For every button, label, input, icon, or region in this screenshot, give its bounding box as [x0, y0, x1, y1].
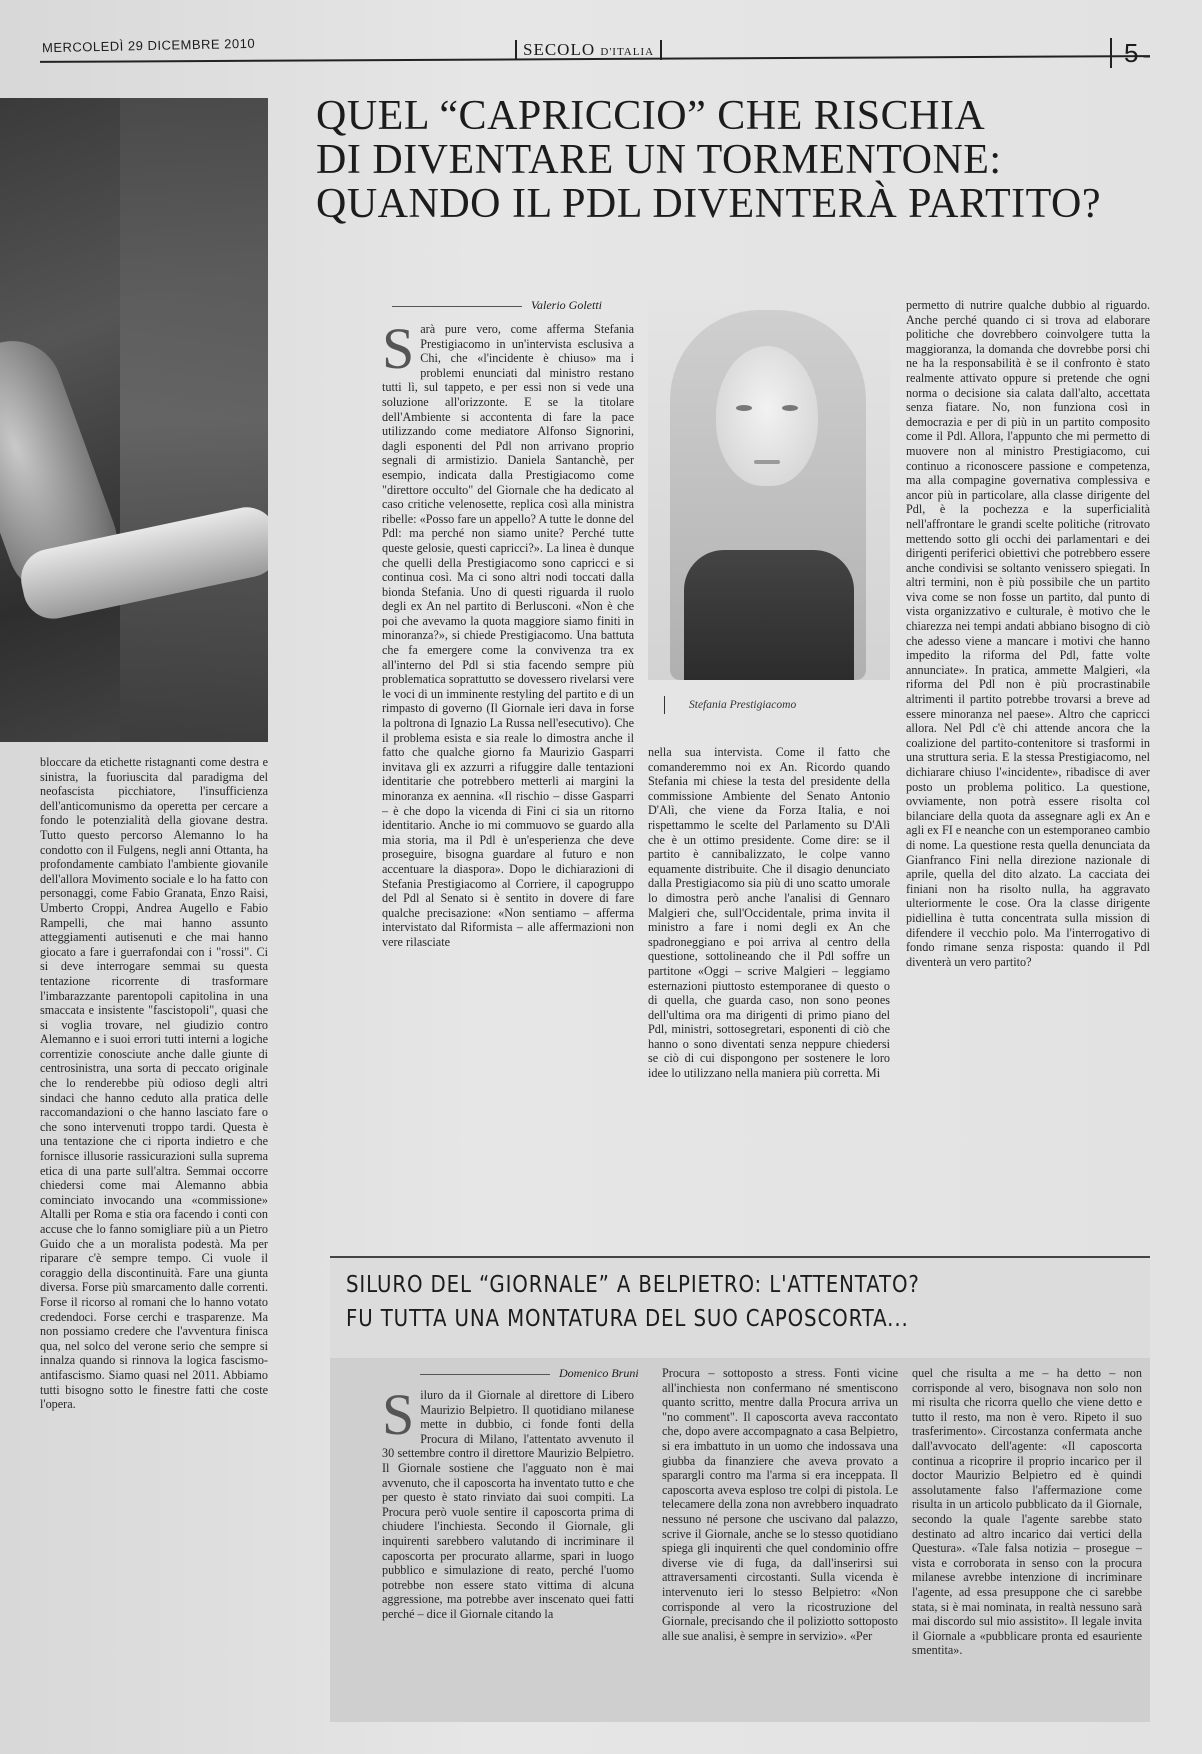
main-byline [392, 298, 602, 313]
issue-date: MERCOLEDÌ 29 DICEMBRE 2010 [41, 35, 256, 56]
main-column-2-text: nella sua intervista. Come il fatto che comanderemmo noi ex An. Ricordo quando Stefania mi chiese la testa del presidente della commissione Ambiente del Senato Antonio D'Alì, che viene da Forza Italia, e noi rispettammo le scelte del Parlamento su D'Alì che è un ottimo presidente. Come dire: se il partito è cannibalizzato, le colpe vanno equamente distribuite. Che il disagio denunciato dalla Prestigiacomo sia più di uno scatto umorale lo dimostra però anche l'analisi di Gennaro Malgieri che, sull'Occidentale, prima invita il ministro a fare i nomi degli ex An che spadroneggiano e poi arriva al centro della questione, sottolineando che il Pdl soffre un partitone «Oggi – scrive Malgieri – leggiamo esternazioni piuttosto estemporanee di questo o di quella, che guarda caso, non sono peones dell'ultima ora ma dirigenti di primo piano del Pdl, ministri, sottosegretari, esponenti di ciò che hanno o sono diventati senza neppure chiedersi se ciò di cui dispongono per sostenere le loro idee lo utilizzano nella maniera più corretta. Mi [648, 745, 890, 1081]
second-title-line-1: SILURO DEL “GIORNALE” A BELPIETRO: L'ATTENTATO? [346, 1272, 920, 1298]
portrait-body [684, 550, 854, 680]
main-dropcap: S [382, 322, 415, 381]
second-article-title [346, 1268, 1034, 1336]
second-byline-text: Domenico Bruni [559, 1366, 639, 1380]
portrait-eye-right [782, 405, 798, 411]
portrait-face [716, 346, 818, 486]
second-column-2-text: Procura – sottoposto a stress. Fonti vicine all'inchiesta non confermano né smentiscono quanto scritto, mentre dalla Procura arriva un "no comment". Il caposcorta aveva raccontato che, dopo avere accompagnato a casa Belpietro, si era imbattuto in un uomo che indossava una giubba da finanziere che aveva provato a sparargli contro ma l'arma si era inceppata. Il caposcorta aveva esploso tre colpi di pistola. Le telecamere della zona non avrebbero inquadrato nessuno né persone che uscivano dal palazzo, scrive il Giornale, anche se lo stesso quotidiano spiega gli inquirenti che quel condominio offre diverse vie di fuga, da dall'inserirsi sui attraversamenti circostanti. Sulla vicenda è intervenuto ieri lo stesso Belpietro: «Non corrisponde al vero la ricostruzione del Giornale, precisando che il poliziotto sottoposto alle sue analisi, è sempre in servizio». «Per [662, 1366, 898, 1643]
headline-line-1: QUEL “CAPRICCIO” CHE RISCHIA [316, 93, 986, 139]
headline-line-2: DI DIVENTARE UN TORMENTONE: [316, 137, 1002, 183]
second-column-1-text [382, 1388, 634, 1622]
portrait-photo [648, 300, 890, 680]
second-byline [420, 1366, 639, 1381]
main-headline [316, 94, 1176, 226]
left-column-text: bloccare da etichette ristagnanti come destra e sinistra, la fuoriuscita dal paradigma del neofascista picchiatore, l'insufficienza dell'anticomunismo da operetta per cercare a fondo le potenzialità della giovane destra. Tutto questo percorso Alemanno lo ha condotto con il Fulgens, negli anni Ottanta, ha profondamente cambiato l'ambiente giovanile dell'allora Movimento sociale e lo ha fatto con personaggi, come Fabio Granata, Enzo Raisi, Umberto Croppi, Andrea Augello e Fabio Rampelli, che mai hanno assunto atteggiamenti autisenuti e che mai hanno giocato a fare i guerrafondai con i "rossi". Ci si deve interrogare semmai su questa tentazione ricorrente di trasformare l'imbarazzante parentopoli capitolina in una smaccata e insistente "fascistopoli", quasi che si voglia trovare, nel giudizio contro Alemanno e i suoi errori tutti interni a logiche correntizie conosciute anche dalle giunte di centrosinistra, una sorta di peccato originale che lo renderebbe più odioso degli altri sindaci che hanno ceduto alla pratica delle raccomandazioni o che hanno lasciato fare o che sono intervenuti troppo tardi. Questa è una tentazione che ci riporta indietro e che fornisce illusorie rassicurazioni sulla suprema etica di una parte sull'altra. Semmai occorre chiedersi come mai Alemanno abbia cominciato invocando una «commissione» Altalli per Roma e stia ora facendo i conti con accuse che lo fanno somigliare più a un Pietro Guido che a un moralista podestà. Ma per riparare c'è sempre tempo. Ci vuole il coraggio della discontinuità. Fare una giunta diversa. Forse più smarcamento dalle correnti. Forse il ricorso al romani che lo hanno votato credendoci. Forse cerchi e trasparenze. Ma non possiamo credere che l'avventura finisca qua, nel solco del verone serio che sempre si innalza quando si rinnova la logica fascismo-antifascismo. Siamo quasi nel 2011. Abbiamo tutti bisogno sotto le finestre fatti che coste l'opera. [40, 755, 268, 1412]
photo-background [120, 98, 268, 742]
main-column-2 [648, 745, 890, 1245]
page-number: 5 [1110, 38, 1138, 68]
second-column-1 [382, 1388, 634, 1718]
main-byline-text: Valerio Goletti [531, 298, 602, 312]
portrait-caption: Stefania Prestigiacomo [664, 696, 796, 714]
main-column-3-text: permetto di nutrire qualche dubbio al riguardo. Anche perché quando ci si trova ad elaborare politiche che dovrebbero coinvolgere tutta la maggioranza, la domanda che dovrebbe porsi chi ne ha la responsabilità è se il confronto è stato realmente attivato oppure si pretende che ogni norma o decisione sia calata dall'alto, accettata senza fiatare. No, non funziona così in democrazia e per di più in un partito composito come il Pdl. Allora, l'appunto che mi permetto di muovere non al ministro Prestigiacomo, cui continuo a riconoscere passione e competenza, ma alla compagine governativa complessiva e ancor più in particolare, alla classe dirigente del Pdl, è la pochezza e la superficialità nell'affrontare le grandi scelte politiche (ritrovato mettendo sotto gli occhi dei parlamentari e dei dirigenti periferici obiettivi che potrebbero essere anche condivisi se soltanto venissero spiegati. In altri termini, non è più possibile che un partito viva come se non fosse un partito, dal punto di vista organizzativo e culturale, è motivo che le chiarezza nei tempi andati abbiano bisogno di ciò che adesso viene a mancare i motivi che hanno impedito la riforma del Pdl, fatte volte annunciate». In pratica, ammette Malgieri, «la riforma del Pdl non è più procrastinabile altrimenti il partito potrebbe trovarsi a breve ad essere minoranza nel paese». Altro che capricci allora. Nel Pdl c'è chi attende ancora che la coalizione del partito-contenitore si trasformi in una struttura seria. E la stessa Prestigiacomo, nel dichiarare chiuso l'«incidente», ribadisce di aver posto un problema politico. La questione, ovviamente, non potrà essere risolta col bilanciare della quota da assegnare agli ex An e agli ex FI e neanche con un estemporaneo cambio di nome. La questione resta quella denunciata da Gianfranco Fini nella direzione nazionale di aprile, quella del dito alzato. La cacciata dei finiani non ha risolto nulla, ha aggravato ulteriormente le cose. Ora la classe dirigente pidiellina è tutta concentrata sulla mission di difendere il vecchio polo. Ma l'interrogativo di fondo rimane senza risposta: quando il Pdl diventerà un vero partito? [906, 298, 1150, 969]
paper-name-suffix: D'ITALIA [600, 46, 655, 58]
second-title-line-2: FU TUTTA UNA MONTATURA DEL SUO CAPOSCORTA... [346, 1306, 909, 1332]
second-column-1-body: iluro da il Giornale al direttore di Libero Maurizio Belpietro. Il quotidiano milanese mette in dubbio, ci fonde fonti della Procura di Milano, l'attentato avvenuto il 30 settembre contro il direttore Maurizio Belpietro. Il Giornale sostiene che l'agguato non è mai avvenuto, che il caposcorta ha inventato tutto e che per questo è stato rinviato dai suoi compiti. La Procura però vuole sentire il caposcorta prima di chiudere l'inchiesta. Secondo il Giornale, gli inquirenti sarebbero valutando di incriminare il caposcorta per procurato allarme, spari in luogo pubblico e simulazione di reato, perché l'uomo potrebbe non essere stato vittima di alcuna aggressione, ma potrebbe aver inscenato quei fatti perché – dice il Giornale citando la [382, 1388, 634, 1621]
headline-line-3: QUANDO IL PDL DIVENTERÀ PARTITO? [316, 181, 1101, 227]
main-column-1 [382, 322, 634, 1244]
left-column [40, 755, 268, 1740]
second-column-3 [912, 1366, 1142, 1718]
main-column-1-text [382, 322, 634, 950]
paper-name-main: SECOLO [523, 40, 596, 59]
portrait-mouth [754, 460, 780, 464]
second-column-2 [662, 1366, 898, 1718]
main-column-1-body: arà pure vero, come afferma Stefania Prestigiacomo in un'intervista esclusiva a Chi, che «l'incidente è chiuso» ma i problemi enunciati dal ministro restano tutti lì, sul tappeto, e per essi non si vede una soluzione all'orizzonte. E se la titolare dell'Ambiente si accontenta di fare la pace utilizzando come mediatore Alfonso Signorini, dagli esponenti del Pdl non arrivano proprio segnali di armistizio. Daniela Santanchè, per esempio, indicata dalla Prestigiacomo come "direttore occulto" del Giornale che ha dedicato al caso critiche velenosette, replica così alla ministra ribelle: «Posso fare un appello? A tutte le donne del Pdl: ma perché non siamo unite? Perché tutte queste gelosie, questi capricci?». La linea è dunque che quelli della Prestigiacomo sono capricci e si continua così. Ma ci sono altri nodi toccati dalla bionda Stefania. Uno di questi riguarda il ruolo degli ex An nel partito di Berlusconi. «Non è che poi che avevamo la quota maggiore siamo finiti in minoranza?», si chiede Prestigiacomo. Una battuta che fa emergere come la convivenza tra ex all'interno del Pdl si stia facendo sempre più problematica soprattutto se dovessero rivelarsi vere le voci di un imminente restyling del partito e di un rimpasto di governo (Il Giornale ieri dava in forse la poltrona di Ignazio La Russa nell'esecutivo). Che il problema esista e sia reale lo dimostra anche il fatto che qualche giorno fa Maurizio Gasparri invitava gli ex azzurri a rifuggire dalle tentazioni identitarie che potrebbero metterli ai margini la minoranza ex aennina. «Il rischio – disse Gasparri – è che dopo la vicenda di Fini ci sia un ritorno identitario. Anche io mi commuovo se guardo alla mia storia, ma il Pdl è un'esperienza che deve proseguire, bisogna guardare al futuro e non accentuare la diaspora». Dopo le dichiarazioni di Stefania Prestigiacomo al Corriere, il capogruppo del Pdl al Senato si è sentito in dovere di fare qualche precisazione: «Non sentiamo – afferma intervistato dal Riformista – alle affermazioni non vere rilasciate [382, 322, 634, 949]
second-dropcap: S [382, 1388, 415, 1447]
portrait-eye-left [736, 405, 752, 411]
left-photo [0, 98, 268, 742]
paper-name [515, 40, 662, 60]
main-column-3 [906, 298, 1150, 1228]
second-column-3-text: quel che risulta a me – ha detto – non corrisponde al vero, bisognava non solo non mi risulta che ricorra quello che viene detto e tutto il resto, ma non è vero. Ripeto il suo trasferimento». Circostanza confermata anche dall'avvocato dell'agente: «Il caposcorta continua a ricoprire il proprio incarico per il doctor Maurizio Belpietro ed è quindi assolutamente falso l'affermazione come risulta in un articolo pubblicato da il Giornale, secondo la quale l'agente sarebbe stato destinato ad altro incarico dai vertici della Questura». «Tale falsa notizia – prosegue – vista e corroborata in senso con la procura milanese avrebbe intenzione di incriminare l'agente, ad essa presuppone che ci sarebbe stata, si è mai nominata, in realtà nessuno sarà mai discordo sul mio assistito». Il legale invita il Giornale a «pubblicare pronta ed esauriente smentita». [912, 1366, 1142, 1658]
